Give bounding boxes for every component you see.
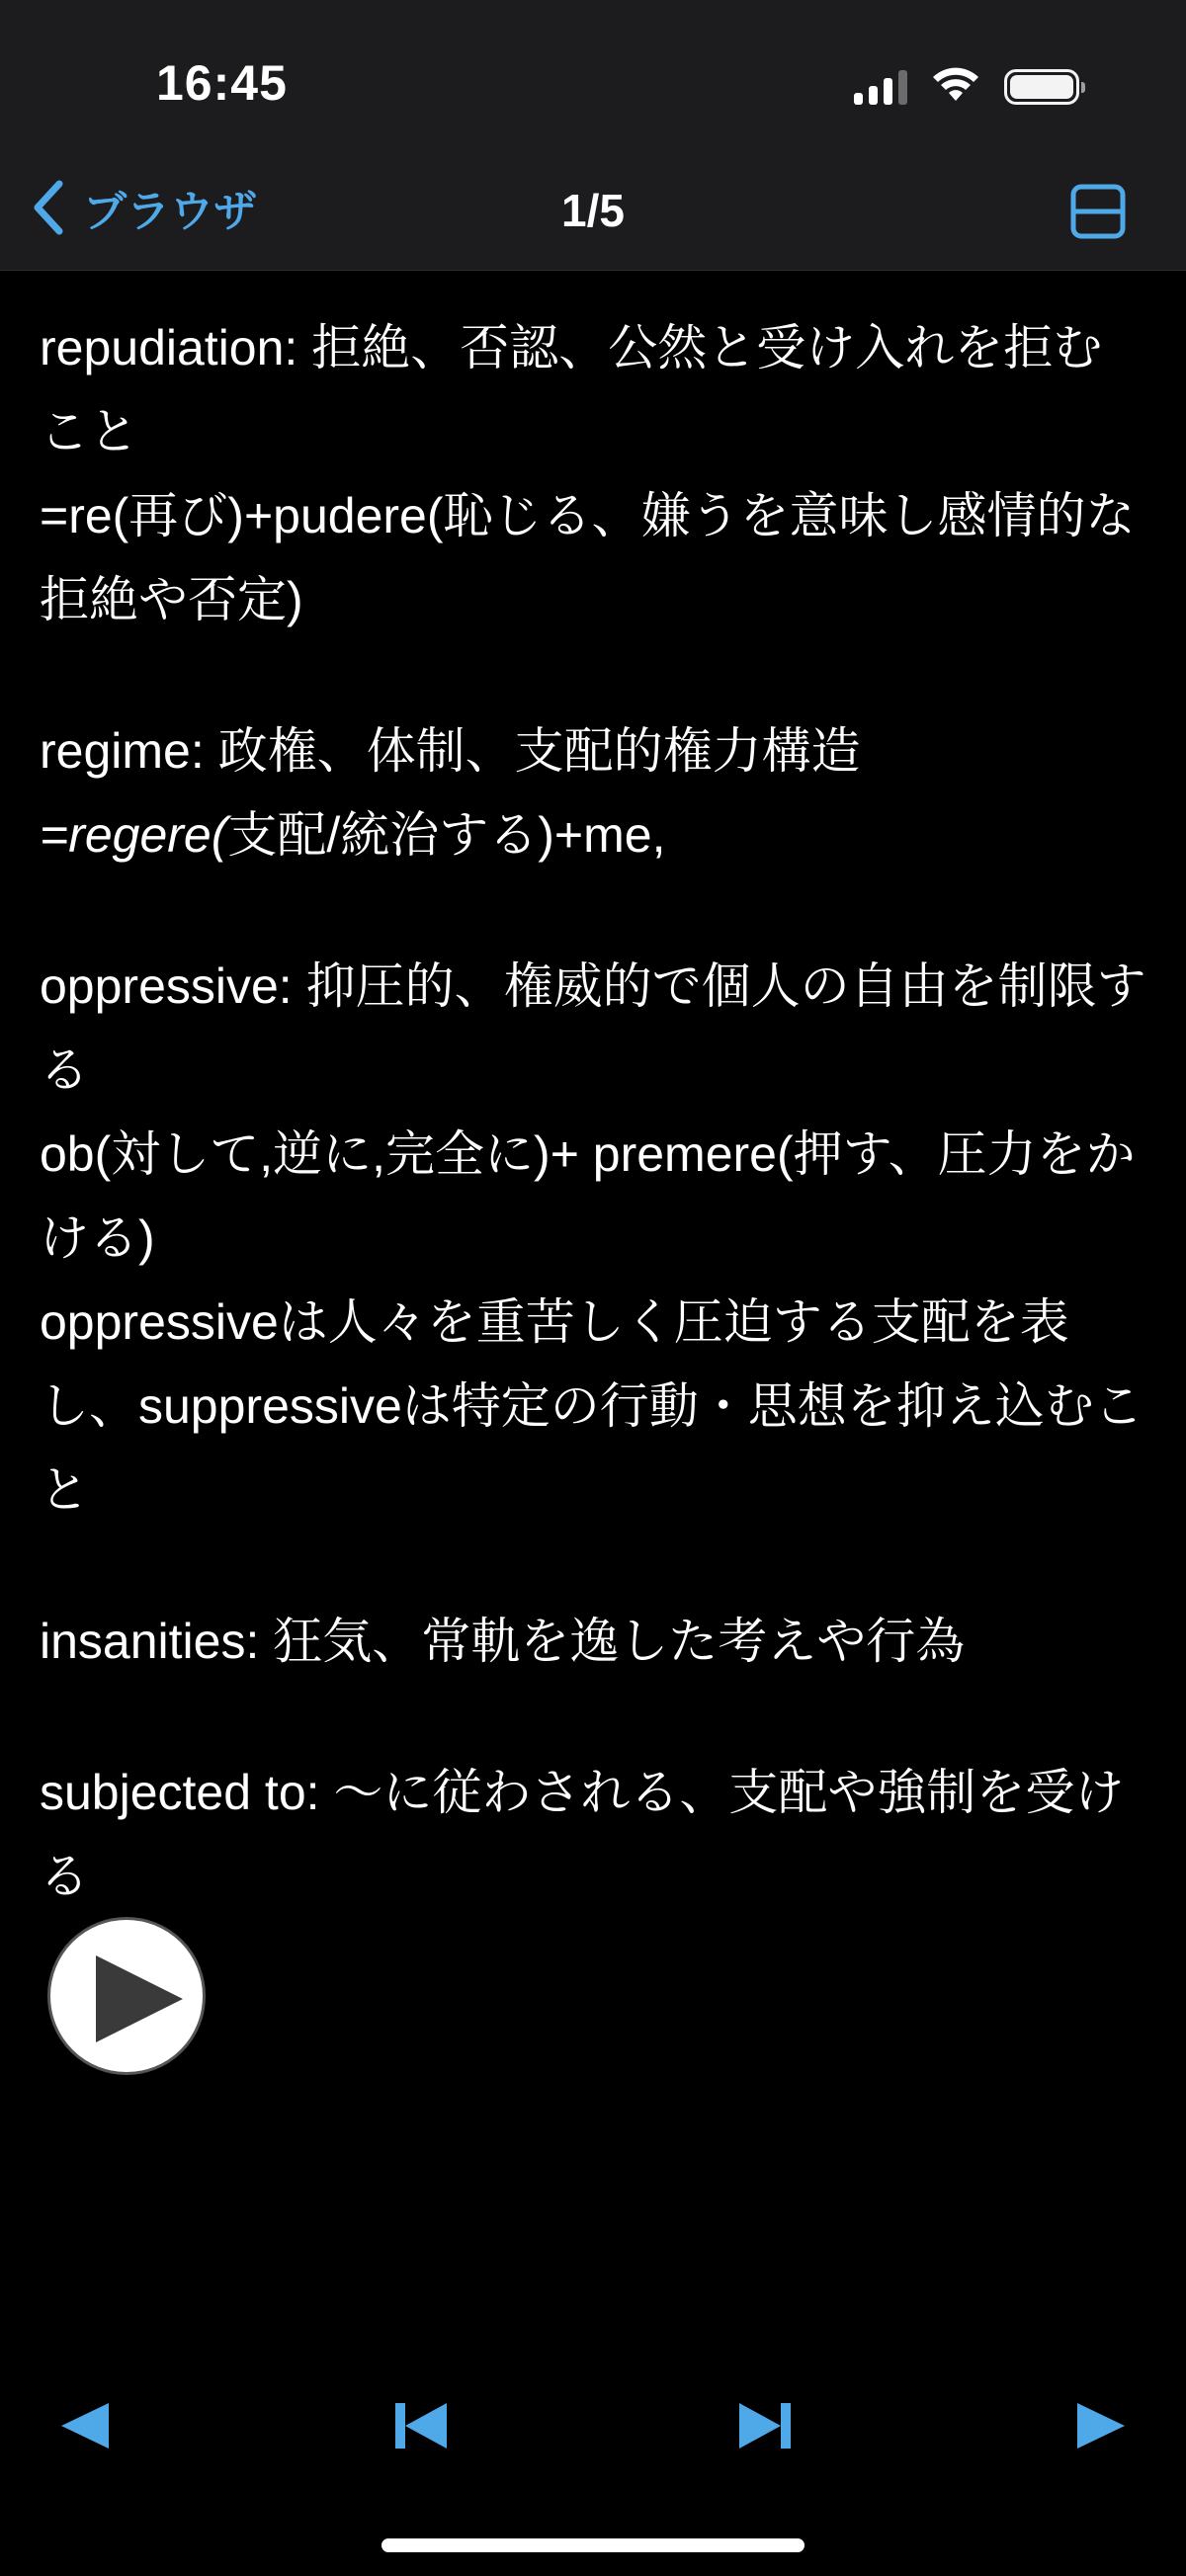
etymology-text: 支配/統治する)+me, [227,807,666,863]
cellular-signal-icon [854,65,907,105]
page-counter-title: 1/5 [561,185,625,236]
play-audio-button[interactable] [47,1917,206,2075]
entry-definition: repudiation: 拒絶、否認、公然と受け入れを拒むこと [40,320,1103,459]
entry-definition: oppressive: 抑圧的、権威的で個人の自由を制限する [40,958,1146,1098]
entry-note: oppressiveは人々を重苦しく圧迫する支配を表し、suppressiveは特定の行動・思想を抑え込むこと [40,1294,1144,1518]
entry-subjected-to [40,1751,1146,1919]
play-icon [88,1952,187,2046]
etymology-italic-text: =regere( [40,807,228,863]
flashcard-content [40,306,1146,1986]
battery-icon [1004,69,1079,105]
entry-etymology: =re(再び)+pudere(恥じる、嫌うを意味し感情的な拒絶や否定) [40,488,1136,627]
status-time: 16:45 [156,55,288,111]
wifi-icon [929,65,982,105]
status-icons [854,65,1079,105]
entry-oppressive [40,945,1146,1533]
triangle-left-icon[interactable] [51,2391,121,2460]
split-view-icon[interactable] [1069,183,1127,240]
skip-back-icon[interactable] [387,2391,457,2460]
back-button-label: ブラウザ [83,188,257,236]
bottom-toolbar [0,2391,1186,2460]
skip-forward-icon[interactable] [729,2391,799,2460]
entry-regime [40,709,1146,877]
home-indicator[interactable] [381,2538,805,2552]
triangle-right-icon[interactable] [1065,2391,1135,2460]
entry-etymology [40,793,1146,877]
entry-definition: subjected to: ～に従わされる、支配や強制を受ける [40,1765,1125,1904]
entry-repudiation [40,306,1146,642]
header [0,0,1186,271]
entry-insanities [40,1600,1146,1684]
entry-definition: regime: 政権、体制、支配的権力構造 [40,723,861,779]
entry-definition: insanities: 狂気、常軌を逸した考えや行為 [40,1614,966,1669]
entry-etymology: ob(対して,逆に,完全に)+ premere(押す、圧力をかける) [40,1126,1136,1266]
